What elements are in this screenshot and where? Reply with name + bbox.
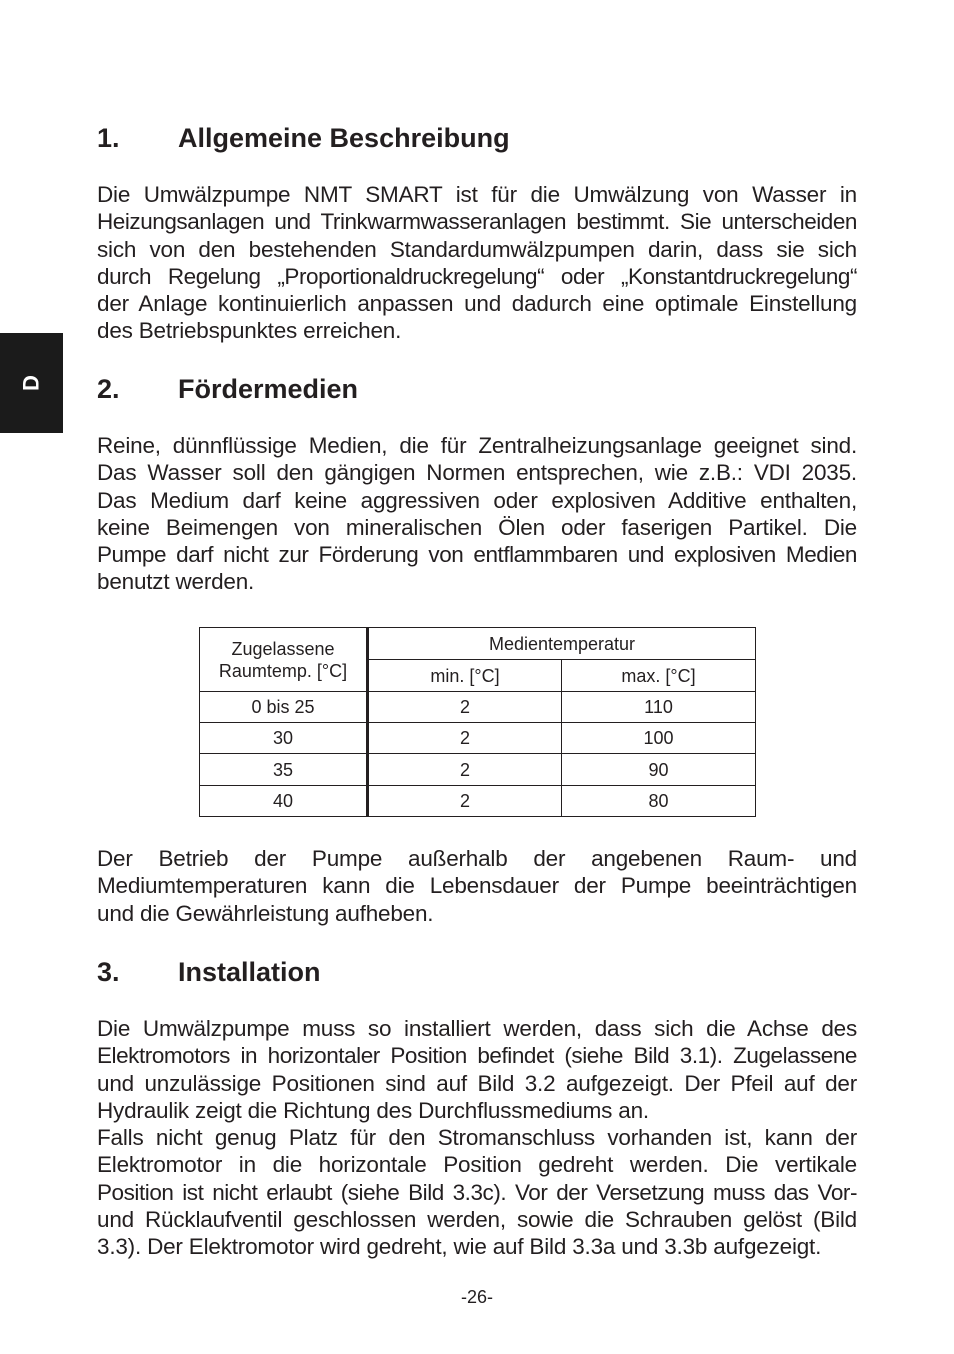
section-number: 2. <box>97 374 120 404</box>
text-line: und Rücklaufventil geschlossen werden, sowie die Schrauben gelöst (Bild <box>97 1206 857 1232</box>
language-tab <box>0 333 63 433</box>
table-cell: 2 <box>368 723 562 754</box>
text-line: Die Umwälzpumpe muss so installiert werden, dass sich die Achse des <box>97 1016 857 1041</box>
text-line: Das Medium darf keine aggressiven oder explosiven Additive enthalten, <box>97 487 857 513</box>
text-line: Pumpe darf nicht zur Förderung von entflammbaren und explosiven Medien <box>97 542 857 567</box>
section-number: 3. <box>97 957 120 987</box>
room-temp-header <box>200 628 368 692</box>
section-title: Installation <box>178 957 321 987</box>
section-heading-2 <box>97 373 857 405</box>
text-line: Mediumtemperaturen kann die Lebensdauer der Pumpe beeinträchtigen <box>97 873 857 899</box>
text-line: durch Regelung „Proportionaldruckregelung“ oder „Konstantdruckregelung“ <box>97 263 857 289</box>
room-temp-header-line: Raumtemp. [°C] <box>218 660 348 681</box>
text-line: Die Umwälzpumpe NMT SMART ist für die Umwälzung von Wasser in <box>97 182 857 207</box>
text-line: und die Gewährleistung aufheben. <box>97 900 434 926</box>
page-number: -26- <box>460 1287 493 1307</box>
table-row <box>200 692 756 723</box>
text-line: der Anlage kontinuierlich anpassen und dadurch eine optimale Einstellung <box>97 291 857 316</box>
language-tab-label: D <box>18 375 44 391</box>
text-line: Position ist nicht erlaubt (siehe Bild 3.3c). Vor der Versetzung muss das Vor- <box>97 1179 857 1205</box>
table-cell: 110 <box>562 692 756 723</box>
table-cell: 2 <box>368 692 562 723</box>
text-line: sich von den bestehenden Standardumwälzpumpen darin, dass sie sich <box>97 236 857 262</box>
room-temp-header-line: Zugelassene <box>231 638 335 659</box>
section-heading-1 <box>97 122 857 154</box>
text-line: Das Wasser soll den gängigen Normen entsprechen, wie z.B.: VDI 2035. <box>97 460 857 486</box>
paragraph-installation <box>97 1015 857 1260</box>
text-line: des Betriebspunktes erreichen. <box>97 318 402 344</box>
table-row <box>200 754 756 786</box>
table-cell: 35 <box>200 754 368 786</box>
table-cell: 2 <box>368 754 562 786</box>
table-cell: 100 <box>562 723 756 754</box>
text-line: Elektromotor in die horizontale Position gedreht werden. Die vertikale <box>97 1152 857 1178</box>
text-line: und unzulässige Positionen sind auf Bild 3.2 aufgezeigt. Der Pfeil auf der <box>97 1070 857 1096</box>
table-cell: 30 <box>200 723 368 754</box>
text-line: Heizungsanlagen und Trinkwarmwasseranlagen bestimmt. Sie unterscheiden <box>97 209 857 235</box>
max-header: max. [°C] <box>562 660 756 692</box>
text-line: Falls nicht genug Platz für den Stromanschluss vorhanden ist, kann der <box>97 1125 857 1150</box>
text-line: benutzt werden. <box>97 569 255 595</box>
min-header: min. [°C] <box>368 660 562 692</box>
table-cell: 90 <box>562 754 756 786</box>
text-line: keine Beimengen von mineralischen Ölen oder faserigen Partikel. Die <box>97 514 857 540</box>
text-line: Hydraulik zeigt die Richtung des Durchflussmediums an. <box>97 1097 649 1123</box>
section-title: Fördermedien <box>178 374 359 404</box>
table-cell: 0 bis 25 <box>200 692 368 723</box>
table-cell: 2 <box>368 786 562 817</box>
table-row <box>200 723 756 754</box>
section-title: Allgemeine Beschreibung <box>178 123 510 153</box>
paragraph-media <box>97 432 857 596</box>
text-line: Der Betrieb der Pumpe außerhalb der angebenen Raum- und <box>97 846 857 871</box>
section-number: 1. <box>97 123 120 153</box>
temperature-table <box>199 627 756 817</box>
paragraph-description <box>97 181 857 345</box>
table-header-row <box>200 628 756 660</box>
paragraph-operating-note <box>97 845 857 927</box>
text-line: Reine, dünnflüssige Medien, die für Zentralheizungsanlage geeignet sind. <box>97 433 857 458</box>
text-line: 3.3). Der Elektromotor wird gedreht, wie auf Bild 3.3a und 3.3b aufgezeigt. <box>97 1234 822 1259</box>
medium-temp-header: Medientemperatur <box>368 628 756 660</box>
table-cell: 40 <box>200 786 368 817</box>
section-heading-3 <box>97 956 857 988</box>
table-row <box>200 786 756 817</box>
table-cell: 80 <box>562 786 756 817</box>
text-line: Elektromotors in horizontaler Position befindet (siehe Bild 3.1). Zugelassene <box>97 1043 857 1069</box>
